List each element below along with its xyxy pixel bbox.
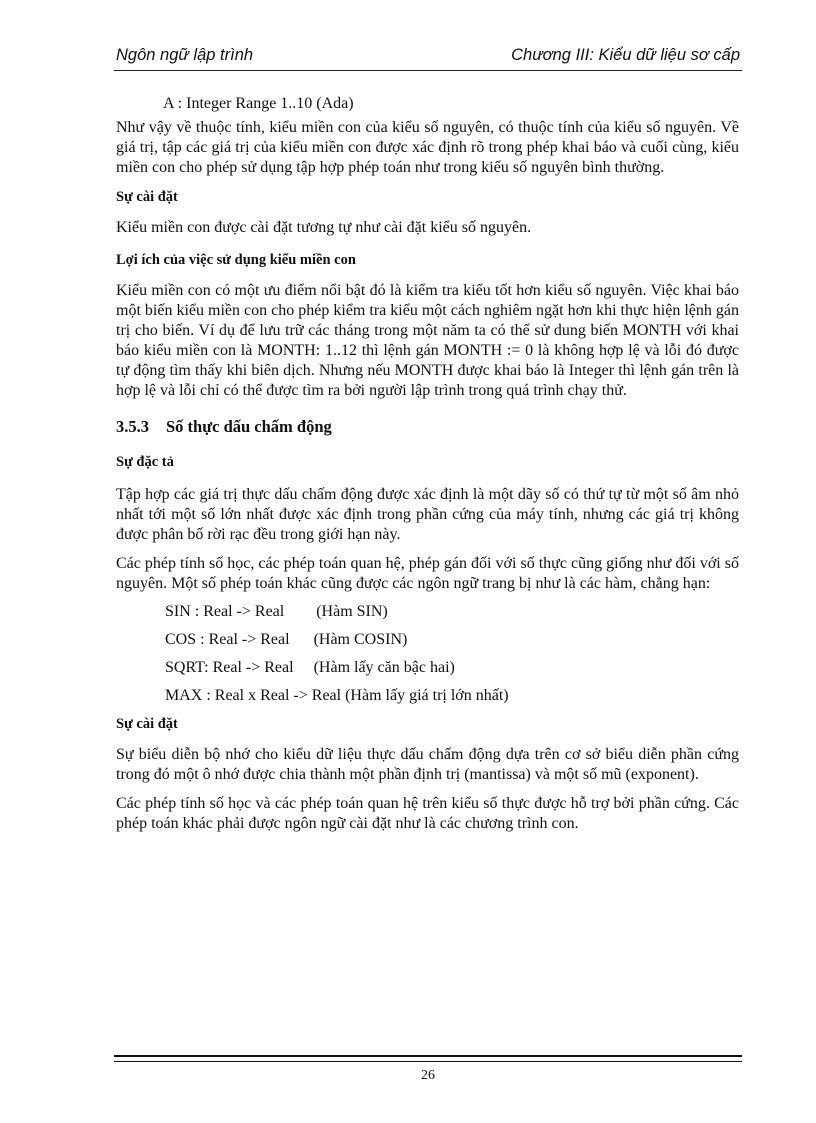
function-list: [116, 602, 739, 706]
section-heading: [116, 416, 739, 438]
footer-divider-thick: [114, 1055, 742, 1057]
paragraph: Kiểu miền con được cài đặt tương tự như cài đặt kiểu số nguyên.: [116, 219, 532, 236]
subheading-specification: Sự đặc tả: [116, 454, 174, 470]
section-title: Số thực dấu chấm động: [166, 417, 332, 436]
page-header: [116, 44, 740, 68]
subheading-implementation: Sự cài đặt: [116, 189, 178, 205]
section-number: 3.5.3: [116, 417, 149, 436]
subheading-benefits: Lợi ích của việc sử dụng kiểu miền con: [116, 252, 356, 268]
subheading-implementation: Sự cài đặt: [116, 716, 178, 732]
footer-divider-thin: [114, 1061, 742, 1062]
header-divider: [114, 70, 742, 71]
function-item: COS : Real -> Real (Hàm COSIN): [165, 631, 408, 648]
page-content: [116, 94, 739, 834]
code-example: A : Integer Range 1..10 (Ada): [163, 95, 354, 112]
header-book-title: Ngôn ngữ lập trình: [116, 46, 254, 64]
function-item: SQRT: Real -> Real (Hàm lấy căn bậc hai): [165, 659, 455, 676]
header-chapter-title: Chương III: Kiểu dữ liệu sơ cấp: [511, 46, 740, 64]
paragraph: Các phép tính số học, các phép toán quan hệ, phép gán đối với số thực cũng giống như đối với số nguyên. Một số phép toán khác cũng được các ngôn ngữ trang bị như là các hàm, chẳng hạn:: [116, 555, 739, 592]
page-number: 26: [421, 1068, 435, 1083]
paragraph: Sự biểu diễn bộ nhớ cho kiểu dữ liệu thực dấu chấm động dựa trên cơ sở biểu diễn phần cứng trong đó một ô nhớ được chia thành một phần định trị (mantissa) và một số mũ (exponent).: [116, 746, 739, 783]
function-item: SIN : Real -> Real (Hàm SIN): [165, 603, 388, 620]
paragraph: Như vậy về thuộc tính, kiểu miền con của kiểu số nguyên, có thuộc tính của kiểu số nguyên. Về giá trị, tập các giá trị của kiểu miền con được xác định rõ trong phép khai báo và cuối cùng, kiểu miền con cho phép sử dụng tập hợp phép toán như trong kiểu số nguyên bình thường.: [116, 119, 739, 176]
paragraph: Kiểu miền con có một ưu điểm nổi bật đó là kiểm tra kiểu tốt hơn kiểu số nguyên. Việc khai báo một biến kiểu miền con cho phép kiểm tra kiểu một cách nghiêm ngặt hơn khi thực hiện lệnh gán trị cho biến. Ví dụ để lưu trữ các tháng trong một năm ta có thể sử dung biến MONTH với khai báo kiểu miền con là MONTH: 1..12 thì lệnh gán MONTH := 0 là không hợp lệ và lỗi đó được tự động tìm thấy khi biên dịch. Nhưng nếu MONTH được khai báo là Integer thì lệnh gán trên là hợp lệ và lỗi chỉ có thể được tìm ra bởi người lập trình trong quá trình chạy thử.: [116, 282, 739, 399]
function-item: MAX : Real x Real -> Real (Hàm lấy giá trị lớn nhất): [165, 687, 509, 704]
paragraph: Các phép tính số học và các phép toán quan hệ trên kiểu số thực được hỗ trợ bởi phần cứng. Các phép toán khác phải được ngôn ngữ cài đặt như là các chương trình con.: [116, 795, 739, 832]
paragraph: Tập hợp các giá trị thực dấu chấm động được xác định là một dãy số có thứ tự từ một số âm nhỏ nhất tới một số lớn nhất được xác định trong phần cứng của máy tính, nhưng các giá trị không được phân bố rời rạc đều trong giới hạn này.: [116, 486, 739, 543]
